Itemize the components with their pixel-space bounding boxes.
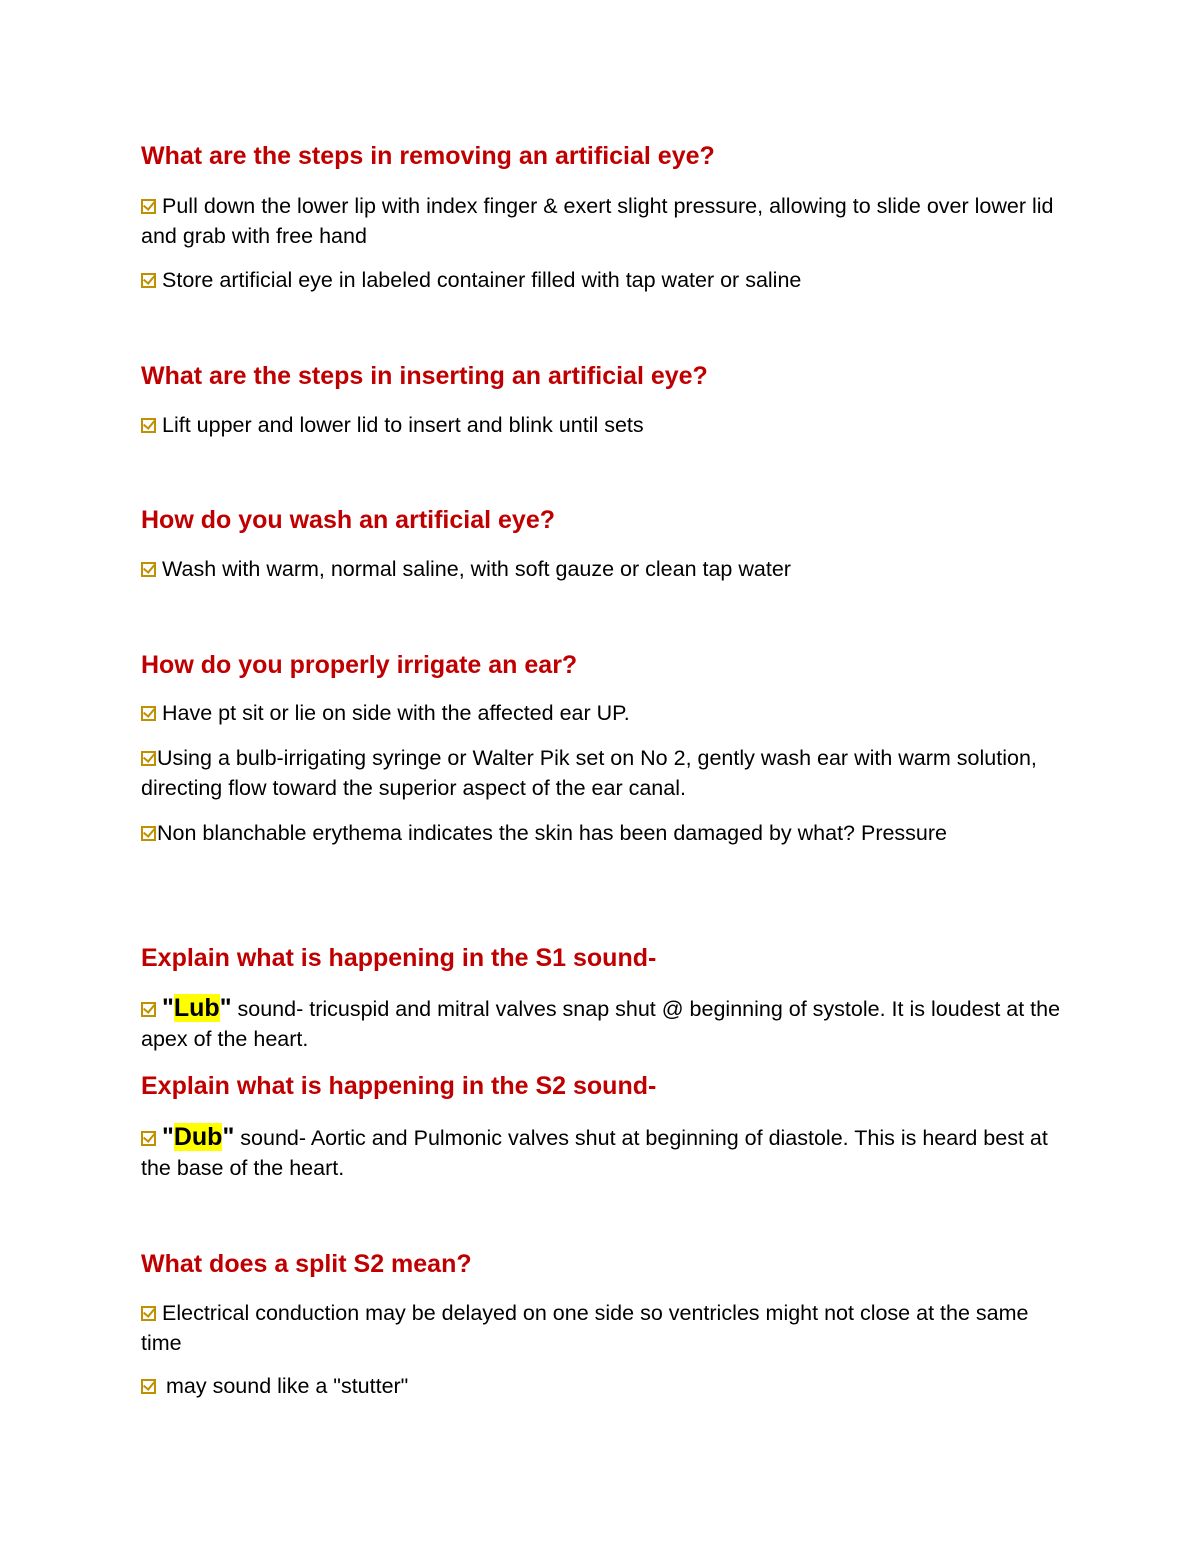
answer-text: may sound like a "stutter" bbox=[166, 1374, 409, 1398]
quote-mark: " bbox=[162, 1123, 174, 1151]
answer-item bbox=[141, 698, 1071, 728]
answer-text: Pull down the lower lip with index finger & exert slight pressure, allowing to slide over lower lid and grab with free hand bbox=[141, 194, 1054, 248]
checkbox-checked-icon bbox=[141, 273, 156, 288]
quote-mark: " bbox=[162, 994, 174, 1022]
question-heading: What does a split S2 mean? bbox=[141, 1250, 472, 1278]
answer-item bbox=[141, 993, 1071, 1054]
answer-item bbox=[141, 554, 1071, 584]
checkbox-checked-icon bbox=[141, 199, 156, 214]
highlighted-term: Dub bbox=[173, 1123, 223, 1151]
question-heading: How do you wash an artificial eye? bbox=[141, 506, 555, 534]
checkbox-checked-icon bbox=[141, 418, 156, 433]
checkbox-checked-icon bbox=[141, 1131, 156, 1146]
checkbox-checked-icon bbox=[141, 1306, 156, 1321]
question-heading: Explain what is happening in the S1 sound- bbox=[141, 944, 657, 972]
answer-text: sound- tricuspid and mitral valves snap shut @ beginning of systole. It is loudest at the apex of the heart. bbox=[141, 997, 1061, 1051]
answer-text: Non blanchable erythema indicates the skin has been damaged by what? Pressure bbox=[157, 821, 948, 845]
answer-item bbox=[141, 410, 1071, 440]
checkbox-checked-icon bbox=[141, 562, 156, 577]
checkbox-checked-icon bbox=[141, 751, 156, 766]
answer-item bbox=[141, 743, 1071, 803]
answer-item bbox=[141, 265, 1071, 295]
checkbox-checked-icon bbox=[141, 706, 156, 721]
answer-item bbox=[141, 1371, 1071, 1401]
answer-text: Have pt sit or lie on side with the affected ear UP. bbox=[162, 701, 630, 725]
answer-text: Wash with warm, normal saline, with soft gauze or clean tap water bbox=[162, 557, 791, 581]
question-heading: What are the steps in removing an artificial eye? bbox=[141, 142, 715, 170]
answer-text: Using a bulb-irrigating syringe or Walter Pik set on No 2, gently wash ear with warm solution, directing flow toward the superior aspect of the ear canal. bbox=[141, 746, 1037, 800]
answer-item bbox=[141, 191, 1071, 251]
quote-mark: " bbox=[222, 1123, 235, 1151]
answer-item bbox=[141, 1298, 1071, 1358]
question-heading: What are the steps in inserting an artificial eye? bbox=[141, 362, 708, 390]
quote-mark: " bbox=[219, 994, 232, 1022]
answer-text: sound- Aortic and Pulmonic valves shut at beginning of diastole. This is heard best at the base of the heart. bbox=[141, 1126, 1048, 1180]
checkbox-checked-icon bbox=[141, 1002, 156, 1017]
answer-item bbox=[141, 818, 1071, 848]
question-heading: How do you properly irrigate an ear? bbox=[141, 651, 578, 679]
answer-text: Store artificial eye in labeled container filled with tap water or saline bbox=[162, 268, 802, 292]
question-heading: Explain what is happening in the S2 sound- bbox=[141, 1072, 657, 1100]
answer-text: Lift upper and lower lid to insert and blink until sets bbox=[162, 413, 644, 437]
checkbox-checked-icon bbox=[141, 1379, 156, 1394]
checkbox-checked-icon bbox=[141, 826, 156, 841]
highlighted-term: Lub bbox=[173, 994, 220, 1022]
answer-text: Electrical conduction may be delayed on one side so ventricles might not close at the same time bbox=[141, 1301, 1029, 1355]
answer-item bbox=[141, 1122, 1071, 1183]
